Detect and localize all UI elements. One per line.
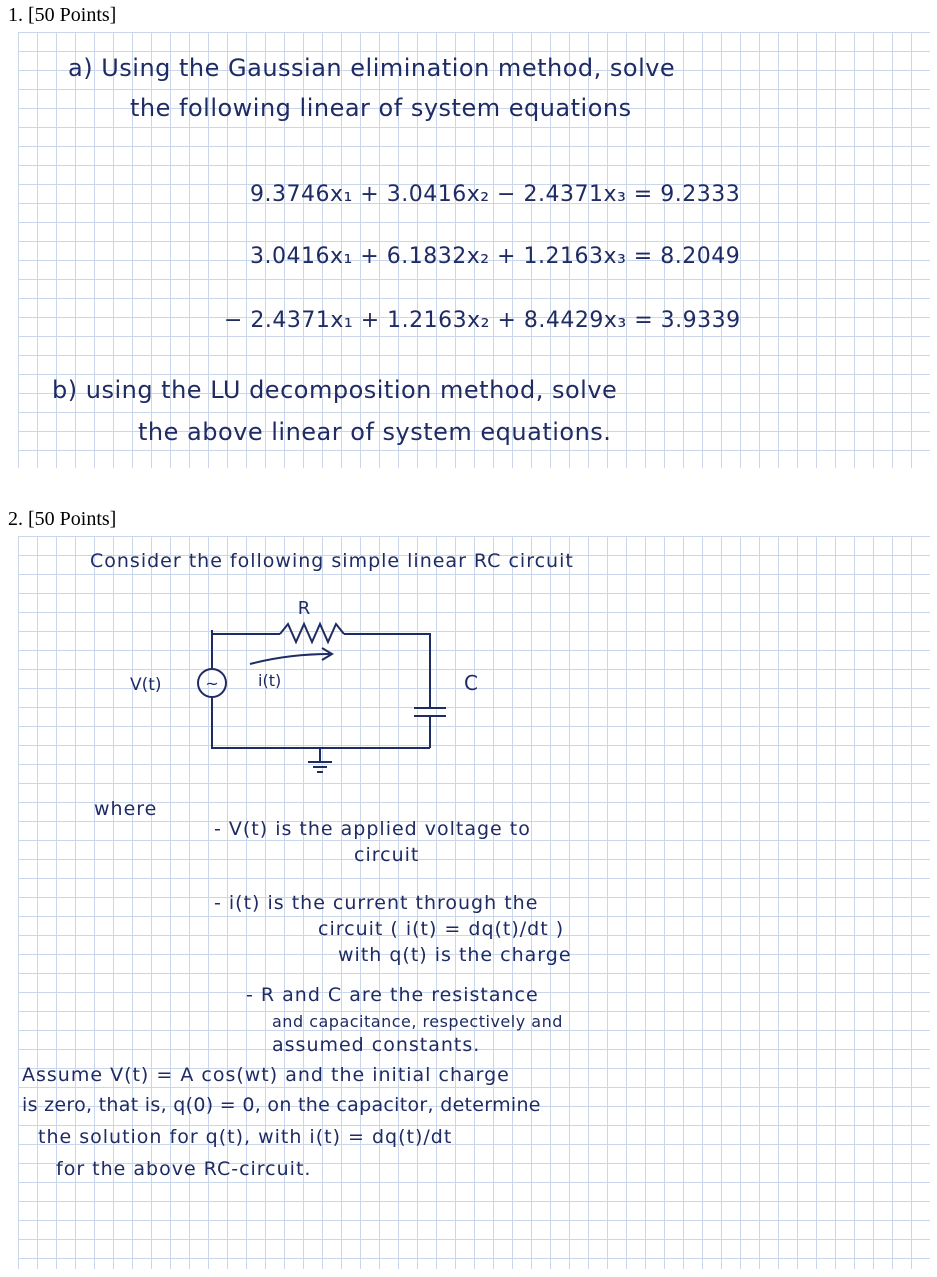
part-b-line1: b) using the LU decomposition method, solve — [52, 376, 618, 404]
source-label: V(t) — [130, 675, 162, 695]
current-arrow — [250, 654, 330, 664]
part-b-line2: the above linear of system equations. — [138, 418, 612, 446]
part-a-line2: the following linear of system equations — [130, 94, 632, 122]
capacitor-label: C — [464, 671, 478, 695]
equation-2: 3.0416x₁ + 6.1832x₂ + 1.2163x₃ = 8.2049 — [250, 244, 741, 269]
assume-line1: Assume V(t) = A cos(wt) and the initial charge — [22, 1064, 510, 1086]
bullet-3-line2: and capacitance, respectively and — [272, 1012, 563, 1031]
equation-3: − 2.4371x₁ + 1.2163x₂ + 8.4429x₃ = 3.9339 — [224, 308, 741, 333]
bullet-2-line2: circuit ( i(t) = dq(t)/dt ) — [318, 918, 565, 940]
resistor-zigzag — [280, 624, 344, 642]
bottom-wire — [212, 698, 430, 748]
assume-line2: is zero, that is, q(0) = 0, on the capacitor, determine — [22, 1094, 541, 1116]
rc-circuit-diagram — [18, 536, 930, 776]
assume-line4: for the above RC-circuit. — [56, 1158, 312, 1180]
problem1-header: 1. [50 Points] — [8, 4, 117, 26]
bullet-1-line1: - V(t) is the applied voltage to — [214, 818, 531, 840]
bullet-2-line1: - i(t) is the current through the — [214, 892, 539, 914]
equation-1: 9.3746x₁ + 3.0416x₂ − 2.4371x₃ = 9.2333 — [250, 182, 741, 207]
source-symbol: ~ — [205, 674, 219, 693]
where-label: where — [94, 798, 158, 820]
top-wire — [212, 630, 280, 634]
top-wire-right — [344, 634, 430, 708]
problem2-header: 2. [50 Points] — [8, 508, 117, 530]
problem2-intro: Consider the following simple linear RC circuit — [90, 550, 574, 572]
bullet-2-line3: with q(t) is the charge — [338, 944, 572, 966]
current-label: i(t) — [258, 671, 282, 690]
bullet-3-line1: - R and C are the resistance — [246, 984, 539, 1006]
resistor-label: R — [297, 598, 311, 619]
part-a-line1: a) Using the Gaussian elimination method, solve — [68, 54, 676, 82]
problem1-grid-paper — [18, 32, 930, 468]
bullet-1-line2: circuit — [354, 844, 420, 866]
assume-line3: the solution for q(t), with i(t) = dq(t)/dt — [38, 1126, 453, 1148]
bullet-3-line3: assumed constants. — [272, 1034, 481, 1056]
problem2-grid-paper — [18, 536, 930, 1269]
